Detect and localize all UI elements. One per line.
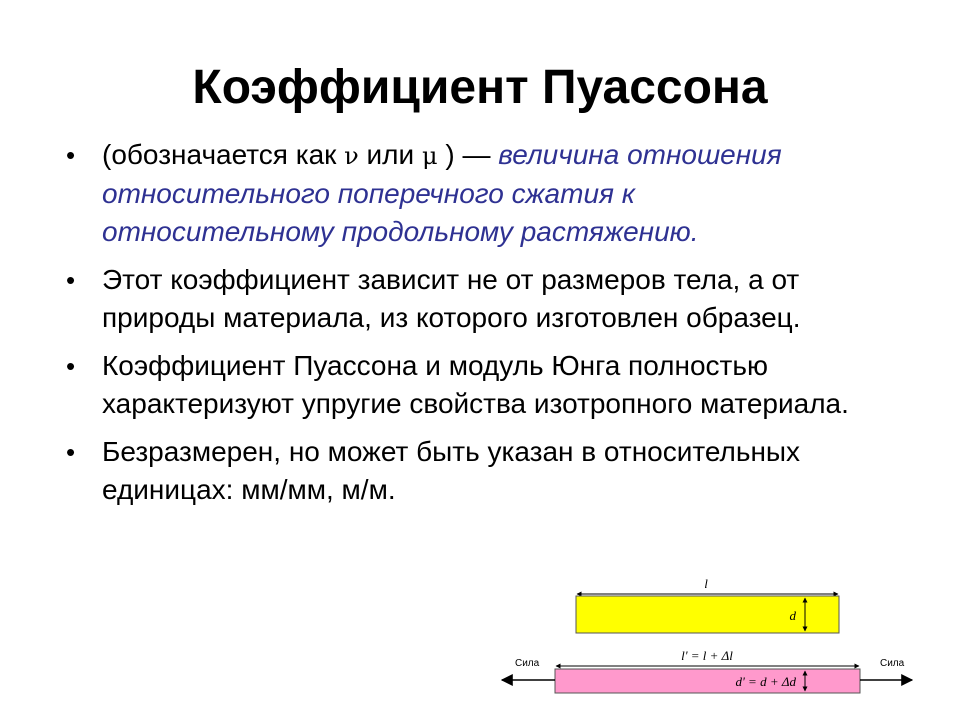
- top-length-label: l: [704, 576, 708, 591]
- definition-suffix: ) —: [437, 139, 499, 170]
- bottom-length-label: l' = l + Δl: [681, 648, 733, 663]
- bullet-text: Безразмерен, но может быть указан в относительных единицах: мм/мм, м/м.: [102, 436, 801, 505]
- mu-symbol: μ: [421, 142, 438, 170]
- force-left-label: Сила: [515, 658, 540, 669]
- bullet-icon: •: [66, 265, 76, 295]
- bullet-text: Этот коэффициент зависит не от размеров тела, а от природы материала, из которого изготовлен образец.: [102, 264, 801, 333]
- nu-symbol: ν: [344, 142, 359, 170]
- bullet-icon: •: [66, 140, 76, 170]
- bottom-thickness-label: d' = d + Δd: [735, 674, 796, 689]
- original-bar: [576, 596, 839, 633]
- definition-prefix: (обозначается как: [102, 139, 345, 170]
- force-right-label: Сила: [880, 658, 905, 669]
- definition-mid: или: [358, 139, 422, 170]
- stretched-bar: [555, 669, 860, 693]
- bullet-icon: •: [66, 351, 76, 381]
- bullet-text: Коэффициент Пуассона и модуль Юнга полностью характеризуют упругие свойства изотропного материала.: [102, 350, 849, 419]
- bullet-icon: •: [66, 437, 76, 467]
- definition-text: величина отношения относительного поперечного сжатия к относительному продольному растяжению.: [102, 139, 782, 247]
- top-thickness-label: d: [789, 608, 796, 623]
- slide-title: Коэффициент Пуассона: [192, 61, 768, 114]
